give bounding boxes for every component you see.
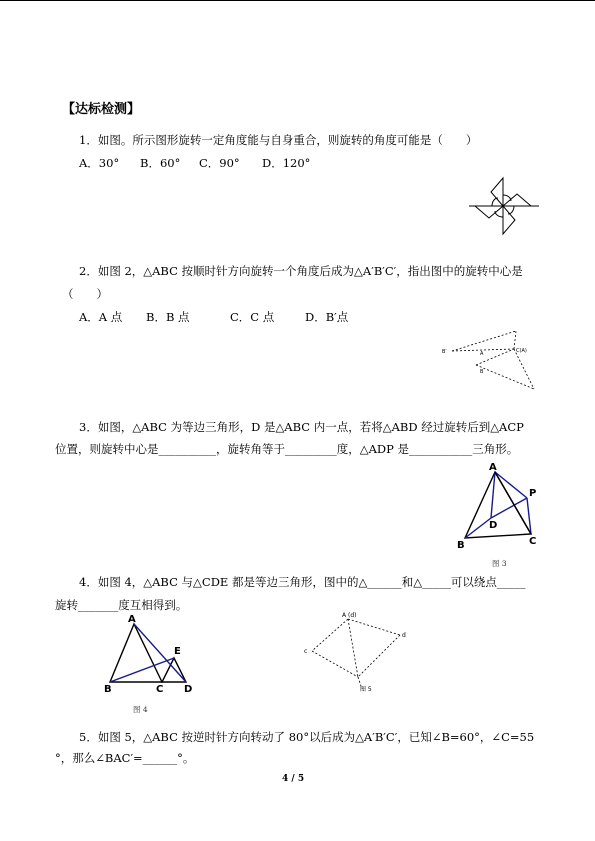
page-number: 4 / 5 xyxy=(282,774,305,784)
fig4-label-b: B xyxy=(104,684,112,695)
q2-option-a: A．A 点 xyxy=(79,310,123,324)
fig2-segment-3 xyxy=(514,331,516,349)
question-4-stem-line-2: 旋转_______度互相得到。 xyxy=(55,598,188,612)
question-2-stem-line-2: （ ） xyxy=(62,287,108,301)
fig4-label-e: E xyxy=(174,646,181,657)
fig4-label-d: D xyxy=(184,684,193,695)
figure-5 xyxy=(300,605,420,700)
q1-option-d: D．120° xyxy=(262,156,311,170)
question-3-stem-line-1: 3．如图，△ABC 为等边三角形，D 是△ABC 内一点，若将△ABD 经过旋转后到△ACP xyxy=(79,420,524,434)
question-1-stem: 1．如图。所示图形旋转一定角度能与自身重合，则旋转的角度可能是（ ） xyxy=(79,133,478,147)
fig5-segment-4 xyxy=(358,635,400,677)
q2-option-c: C．C 点 xyxy=(230,310,275,324)
q1-option-a: A．30° xyxy=(79,156,120,170)
fig4-label-c: C xyxy=(156,684,164,695)
fig5-segment-5 xyxy=(348,619,358,677)
figure-4-caption: 图 4 xyxy=(133,705,148,714)
q2-option-b: B．B 点 xyxy=(146,310,190,324)
pinwheel-figure xyxy=(465,175,545,237)
fig5-segment-1 xyxy=(312,619,348,651)
q2-option-d: D．B′点 xyxy=(305,310,349,324)
question-4-stem-line-1: 4．如图 4，△ABC 与△CDE 都是等边三角形，图中的△______和△_____可以绕点_____ xyxy=(79,575,526,589)
page-top-rule xyxy=(0,0,595,1)
question-3-stem-line-2: 位置，则旋转中心是__________，旋转角等于_________度，△ADP 是___________三角形。 xyxy=(55,442,519,456)
fig5-label-right: d xyxy=(402,632,406,639)
fig3-label-p: P xyxy=(529,488,537,499)
fig2-label-left: B′ xyxy=(442,349,447,355)
question-5-stem-line-1: 5．如图 5，△ABC 按逆时针方向转动了 80°以后成为△A′B′C′，已知∠B=60°，∠C=55 xyxy=(79,730,535,744)
fig5-label-top: A (d) xyxy=(342,612,357,619)
figure-4 xyxy=(100,612,200,697)
fig2-label-small: B xyxy=(480,369,484,375)
fig5-segment-2 xyxy=(312,651,358,677)
fig3-segment-dp xyxy=(491,498,527,518)
q1-option-c: C．90° xyxy=(199,156,240,170)
fig4-triangle-abc xyxy=(110,624,162,682)
fig3-label-a: A xyxy=(489,462,497,473)
fig3-segment-ac xyxy=(495,472,531,534)
fig5-label-left: c xyxy=(304,648,308,655)
fig3-label-d: D xyxy=(489,520,498,531)
question-2-stem-line-1: 2．如图 2，△ABC 按顺时针方向旋转一个角度后成为△A′B′C′，指出图中的旋转中心是 xyxy=(79,264,523,278)
figure-2 xyxy=(440,325,550,395)
fig3-triangle-abc xyxy=(465,472,531,538)
fig2-segment-4 xyxy=(514,349,534,389)
question-5-stem-line-2: °，那么∠BAC′=______°。 xyxy=(55,751,195,765)
fig3-label-c: C xyxy=(529,536,537,547)
section-heading: 【达标检测】 xyxy=(62,102,141,117)
fig4-label-a: A xyxy=(128,614,136,625)
figure-3-caption: 图 3 xyxy=(492,559,507,568)
fig5-segment-3 xyxy=(348,619,400,635)
fig2-label-right: C(A) xyxy=(516,348,527,354)
fig2-label-mid: A xyxy=(480,351,484,357)
q1-option-b: B．60° xyxy=(140,156,181,170)
fig2-segment-2 xyxy=(452,331,516,351)
fig2-segment-5 xyxy=(476,365,534,389)
figure-3 xyxy=(455,460,545,555)
fig3-label-b: B xyxy=(457,540,465,551)
fig5-label-bottom: 图 5 xyxy=(360,686,372,693)
fig3-segment-ap xyxy=(495,472,527,498)
